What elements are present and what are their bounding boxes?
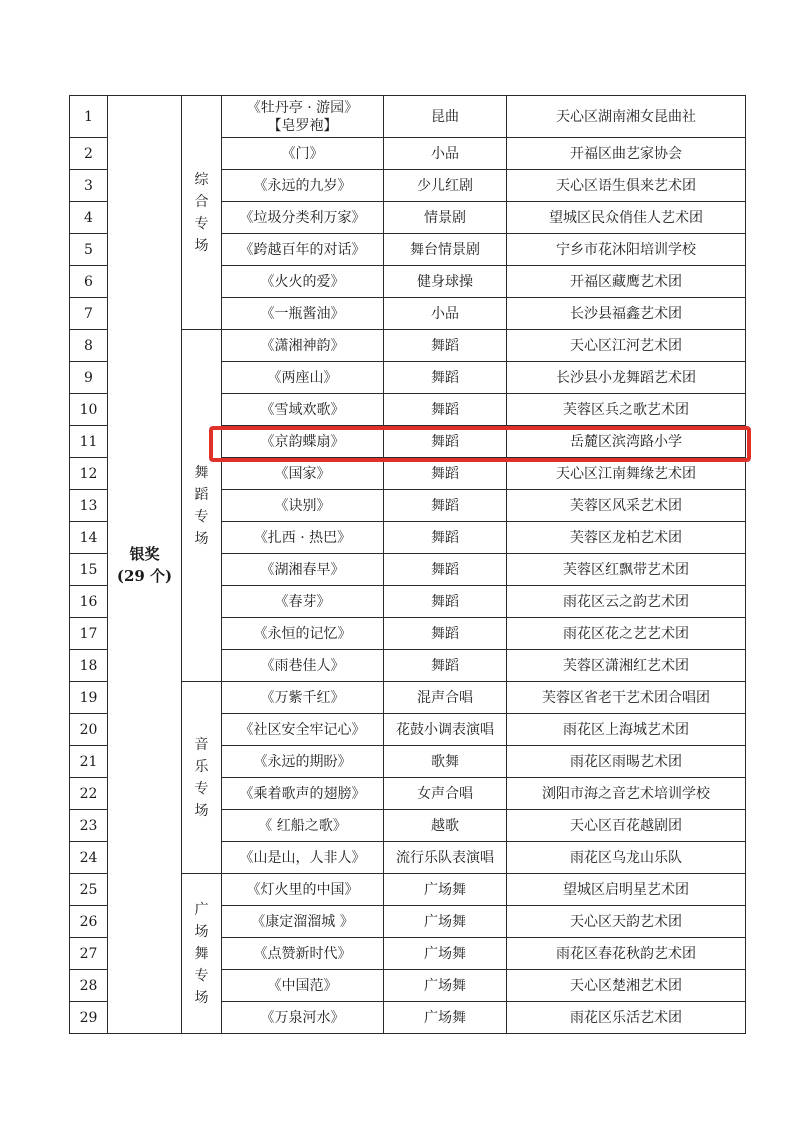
row-number: 12 (70, 458, 108, 490)
row-number: 3 (70, 170, 108, 202)
row-number: 25 (70, 874, 108, 906)
program-title: 《万紫千红》 (222, 682, 384, 714)
performing-unit: 天心区江南舞缘艺术团 (507, 458, 746, 490)
program-genre: 舞蹈 (384, 522, 507, 554)
program-title: 《 红船之歌》 (222, 810, 384, 842)
performing-unit: 天心区语生俱来艺术团 (507, 170, 746, 202)
performing-unit: 雨花区花之艺艺术团 (507, 618, 746, 650)
category-char: 音 (194, 736, 209, 753)
program-title: 《跨越百年的对话》 (222, 234, 384, 266)
category-char: 场 (194, 989, 209, 1006)
performing-unit: 芙蓉区潇湘红艺术团 (507, 650, 746, 682)
performing-unit: 长沙县福鑫艺术团 (507, 298, 746, 330)
category-char: 场 (194, 237, 209, 254)
performing-unit: 天心区楚湘艺术团 (507, 970, 746, 1002)
row-number: 10 (70, 394, 108, 426)
program-title: 《永远的九岁》 (222, 170, 384, 202)
category-cell (182, 330, 222, 682)
table-row (70, 96, 746, 138)
program-title: 《潇湘神韵》 (222, 330, 384, 362)
program-genre: 舞蹈 (384, 330, 507, 362)
category-cell (182, 682, 222, 874)
award-level-cell (108, 96, 182, 1034)
row-number: 13 (70, 490, 108, 522)
category-char: 场 (194, 802, 209, 819)
program-title: 《门》 (222, 138, 384, 170)
performing-unit: 浏阳市海之音艺术培训学校 (507, 778, 746, 810)
category-char: 乐 (194, 758, 209, 775)
program-title: 《湖湘春早》 (222, 554, 384, 586)
program-genre: 舞蹈 (384, 458, 507, 490)
program-genre: 舞蹈 (384, 650, 507, 682)
performing-unit: 望城区民众俏佳人艺术团 (507, 202, 746, 234)
award-table (69, 95, 746, 1034)
category-char: 专 (194, 780, 209, 797)
performing-unit: 雨花区乐活艺术团 (507, 1002, 746, 1034)
program-title: 《永恒的记忆》 (222, 618, 384, 650)
program-title: 《国家》 (222, 458, 384, 490)
performing-unit: 天心区百花越剧团 (507, 810, 746, 842)
program-title: 《京韵蝶扇》 (222, 426, 384, 458)
row-number: 6 (70, 266, 108, 298)
category-char: 合 (194, 193, 209, 210)
row-number: 18 (70, 650, 108, 682)
performing-unit: 岳麓区滨湾路小学 (507, 426, 746, 458)
award-table-body (70, 96, 746, 1034)
program-title: 《雪域欢歌》 (222, 394, 384, 426)
row-number: 26 (70, 906, 108, 938)
performing-unit: 开福区藏鹰艺术团 (507, 266, 746, 298)
category-char: 场 (194, 923, 209, 940)
performing-unit: 芙蓉区龙柏艺术团 (507, 522, 746, 554)
performing-unit: 芙蓉区风采艺术团 (507, 490, 746, 522)
row-number: 29 (70, 1002, 108, 1034)
category-cell (182, 96, 222, 330)
program-genre: 流行乐队表演唱 (384, 842, 507, 874)
category-char: 专 (194, 967, 209, 984)
performing-unit: 雨花区雨晹艺术团 (507, 746, 746, 778)
program-genre: 舞蹈 (384, 394, 507, 426)
row-number: 5 (70, 234, 108, 266)
performing-unit: 天心区湖南湘女昆曲社 (507, 96, 746, 138)
performing-unit: 开福区曲艺家协会 (507, 138, 746, 170)
performing-unit: 雨花区云之韵艺术团 (507, 586, 746, 618)
program-genre: 越歌 (384, 810, 507, 842)
row-number: 11 (70, 426, 108, 458)
row-number: 14 (70, 522, 108, 554)
row-number: 4 (70, 202, 108, 234)
row-number: 16 (70, 586, 108, 618)
program-title: 《中国范》 (222, 970, 384, 1002)
row-number: 24 (70, 842, 108, 874)
program-genre: 女声合唱 (384, 778, 507, 810)
performing-unit: 雨花区乌龙山乐队 (507, 842, 746, 874)
row-number: 2 (70, 138, 108, 170)
program-title: 《扎西 · 热巴》 (222, 522, 384, 554)
performing-unit: 芙蓉区省老干艺术团合唱团 (507, 682, 746, 714)
program-genre: 花鼓小调表演唱 (384, 714, 507, 746)
program-title: 《一瓶酱油》 (222, 298, 384, 330)
program-title: 《社区安全牢记心》 (222, 714, 384, 746)
award-name: 银奖 (129, 544, 160, 563)
program-genre: 舞蹈 (384, 362, 507, 394)
program-genre: 少儿红剧 (384, 170, 507, 202)
category-char: 舞 (194, 464, 209, 481)
program-genre: 广场舞 (384, 938, 507, 970)
category-char: 广 (194, 901, 209, 918)
program-genre: 昆曲 (384, 96, 507, 138)
row-number: 1 (70, 96, 108, 138)
program-genre: 广场舞 (384, 1002, 507, 1034)
performing-unit: 天心区天韵艺术团 (507, 906, 746, 938)
program-genre: 舞蹈 (384, 586, 507, 618)
program-genre: 舞蹈 (384, 490, 507, 522)
category-char: 综 (194, 171, 209, 188)
program-genre: 广场舞 (384, 906, 507, 938)
program-genre: 舞台情景剧 (384, 234, 507, 266)
performing-unit: 天心区江河艺术团 (507, 330, 746, 362)
row-number: 7 (70, 298, 108, 330)
category-char: 蹈 (194, 486, 209, 503)
row-number: 15 (70, 554, 108, 586)
performing-unit: 长沙县小龙舞蹈艺术团 (507, 362, 746, 394)
program-title: 《牡丹亭 · 游园》【皂罗袍】 (222, 96, 384, 138)
category-char: 专 (194, 508, 209, 525)
program-title: 《永远的期盼》 (222, 746, 384, 778)
program-title: 《春芽》 (222, 586, 384, 618)
row-number: 9 (70, 362, 108, 394)
row-number: 28 (70, 970, 108, 1002)
category-char: 场 (194, 530, 209, 547)
performing-unit: 望城区启明星艺术团 (507, 874, 746, 906)
category-char: 舞 (194, 945, 209, 962)
row-number: 17 (70, 618, 108, 650)
program-title: 《灯火里的中国》 (222, 874, 384, 906)
program-title: 《点赞新时代》 (222, 938, 384, 970)
row-number: 23 (70, 810, 108, 842)
program-title: 《火火的爱》 (222, 266, 384, 298)
program-title: 《山是山，人非人》 (222, 842, 384, 874)
category-char: 专 (194, 215, 209, 232)
performing-unit: 宁乡市花沐阳培训学校 (507, 234, 746, 266)
row-number: 21 (70, 746, 108, 778)
program-title: 《康定溜溜城 》 (222, 906, 384, 938)
row-number: 8 (70, 330, 108, 362)
program-genre: 广场舞 (384, 874, 507, 906)
row-number: 20 (70, 714, 108, 746)
program-genre: 混声合唱 (384, 682, 507, 714)
program-genre: 广场舞 (384, 970, 507, 1002)
program-genre: 健身球操 (384, 266, 507, 298)
performing-unit: 芙蓉区兵之歌艺术团 (507, 394, 746, 426)
program-genre: 舞蹈 (384, 618, 507, 650)
program-title: 《垃圾分类利万家》 (222, 202, 384, 234)
award-count: (29 个) (116, 566, 173, 585)
row-number: 27 (70, 938, 108, 970)
program-genre: 小品 (384, 298, 507, 330)
performing-unit: 芙蓉区红飘带艺术团 (507, 554, 746, 586)
category-cell (182, 874, 222, 1034)
program-title: 《万泉河水》 (222, 1002, 384, 1034)
performing-unit: 雨花区春花秋韵艺术团 (507, 938, 746, 970)
row-number: 19 (70, 682, 108, 714)
program-genre: 舞蹈 (384, 426, 507, 458)
program-genre: 歌舞 (384, 746, 507, 778)
program-genre: 情景剧 (384, 202, 507, 234)
program-title: 《雨巷佳人》 (222, 650, 384, 682)
program-title: 《两座山》 (222, 362, 384, 394)
row-number: 22 (70, 778, 108, 810)
performing-unit: 雨花区上海城艺术团 (507, 714, 746, 746)
program-genre: 舞蹈 (384, 554, 507, 586)
program-title: 《乘着歌声的翅膀》 (222, 778, 384, 810)
program-genre: 小品 (384, 138, 507, 170)
program-title: 《诀别》 (222, 490, 384, 522)
